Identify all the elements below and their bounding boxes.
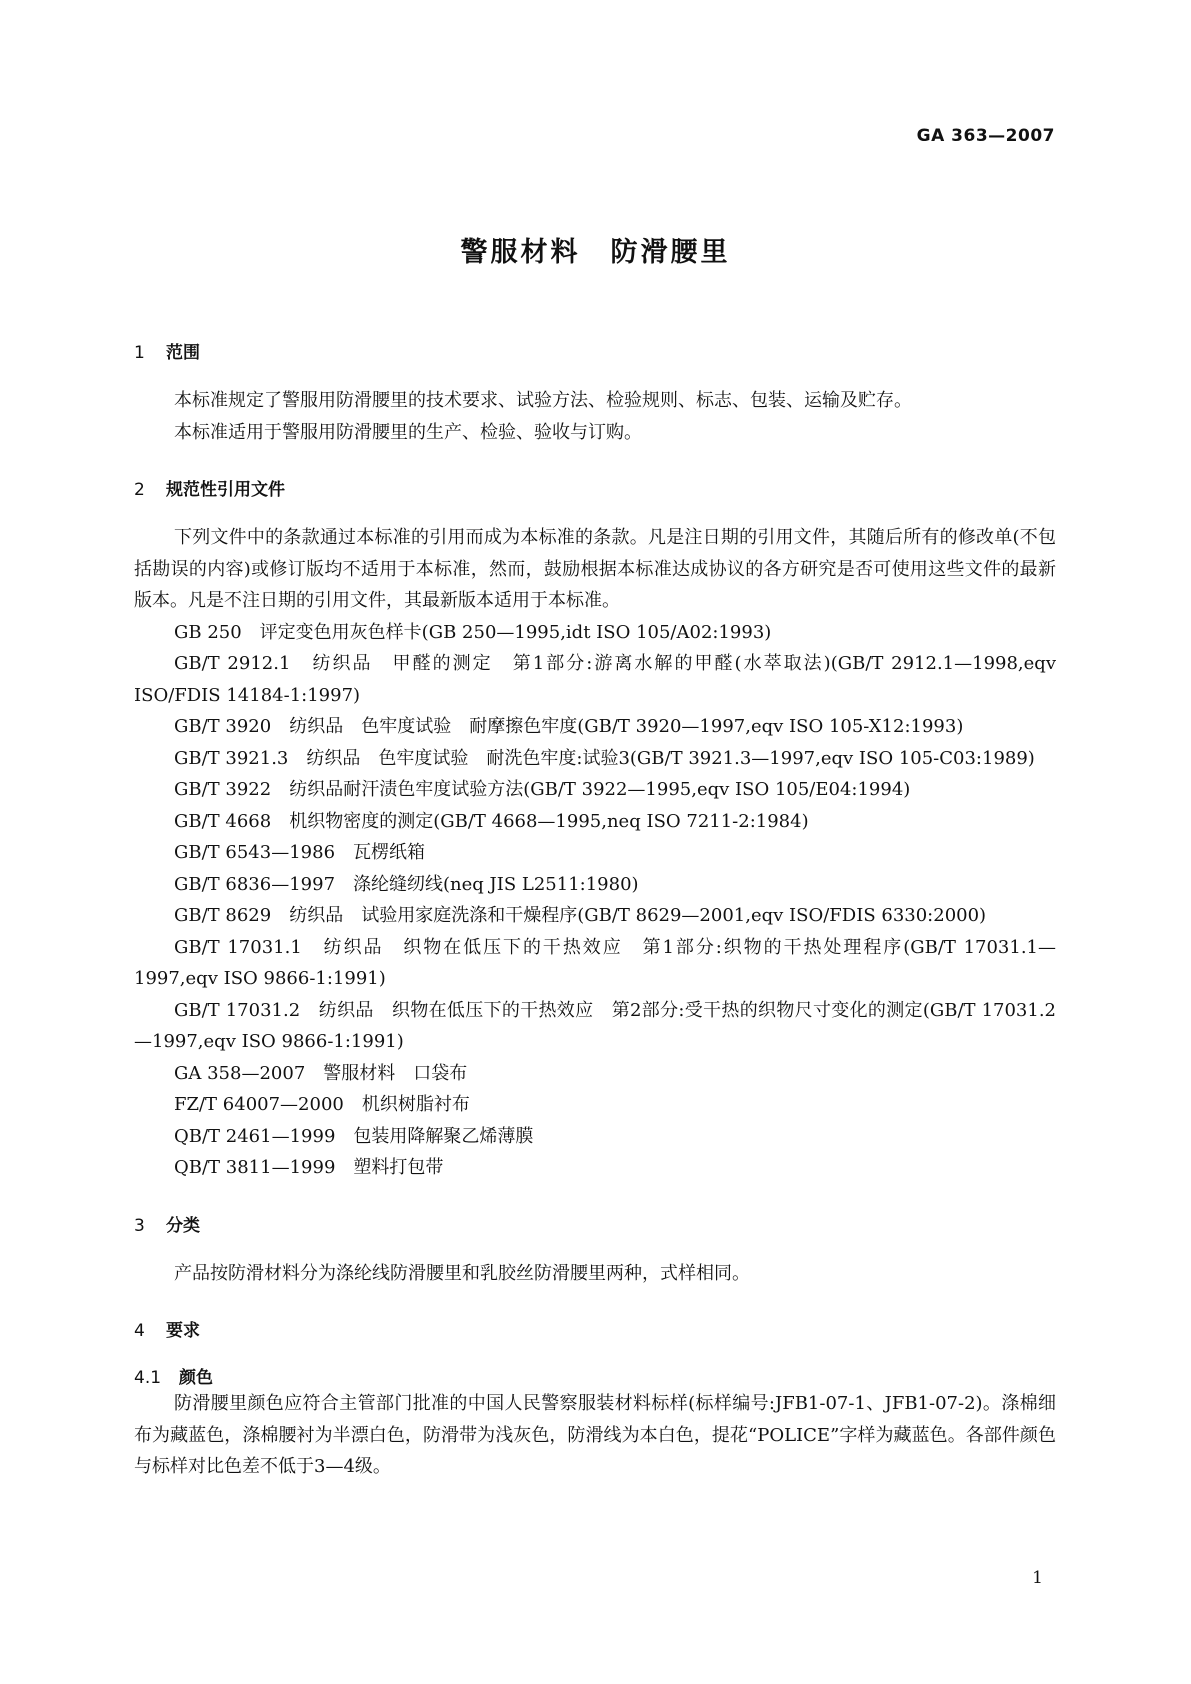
reference-item: GB 250 评定变色用灰色样卡(GB 250—1995,idt ISO 105/A02:1993)	[174, 621, 772, 643]
section-3-heading	[134, 1211, 1056, 1236]
section-1-heading	[134, 338, 1056, 363]
document-body	[134, 338, 1056, 1483]
reference-item: QB/T 2461—1999 包装用降解聚乙烯薄膜	[174, 1125, 534, 1147]
section-title: 规范性引用文件	[166, 480, 285, 500]
reference-item: GB/T 17031.1 纺织品 织物在低压下的干热效应 第1部分:织物的干热处理程序(GB/T 17031.1—1997,eqv ISO 9866-1:1991)	[134, 936, 1056, 989]
reference-item: GA 358—2007 警服材料 口袋布	[174, 1062, 468, 1084]
reference-item: FZ/T 64007—2000 机织树脂衬布	[174, 1094, 470, 1115]
paragraph: 本标准适用于警服用防滑腰里的生产、检验、验收与订购。	[174, 421, 642, 443]
reference-item: GB/T 8629 纺织品 试验用家庭洗涤和干燥程序(GB/T 8629—2001,eqv ISO/FDIS 6330:2000)	[174, 905, 987, 926]
subsection-title: 颜色	[179, 1368, 213, 1388]
section-number: 3	[134, 1215, 145, 1236]
paragraph: 产品按防滑材料分为涤纶线防滑腰里和乳胶丝防滑腰里两种，式样相同。	[174, 1262, 750, 1284]
section-title: 范围	[166, 343, 200, 363]
section-2-heading	[134, 475, 1056, 500]
reference-item: GB/T 3922 纺织品耐汗渍色牢度试验方法(GB/T 3922—1995,eqv ISO 105/E04:1994)	[174, 779, 911, 800]
section-number: 2	[134, 480, 145, 500]
standard-code: GA 363—2007	[916, 126, 1055, 146]
reference-item: GB/T 3920 纺织品 色牢度试验 耐摩擦色牢度(GB/T 3920—1997,eqv ISO 105-X12:1993)	[174, 716, 964, 737]
reference-item: GB/T 6543—1986 瓦楞纸箱	[174, 842, 426, 863]
section-title: 分类	[166, 1215, 200, 1236]
paragraph: 本标准规定了警服用防滑腰里的技术要求、试验方法、检验规则、标志、包装、运输及贮存。	[174, 390, 912, 411]
page-number: 1	[1032, 1568, 1043, 1588]
subsection-4-1-heading	[134, 1363, 1056, 1388]
document-title: 警服材料 防滑腰里	[460, 237, 731, 268]
reference-item: GB/T 6836—1997 涤纶缝纫线(neq JIS L2511:1980)	[174, 873, 639, 895]
reference-item: GB/T 3921.3 纺织品 色牢度试验 耐洗色牢度:试验3(GB/T 3921.3—1997,eqv ISO 105-C03:1989)	[174, 747, 1035, 769]
reference-item: GB/T 2912.1 纺织品 甲醛的测定 第1部分:游离水解的甲醛(水萃取法)(GB/T 2912.1—1998,eqv ISO/FDIS 14184-1:1997)	[134, 653, 1056, 706]
subsection-number: 4.1	[134, 1368, 162, 1388]
paragraph: 防滑腰里颜色应符合主管部门批准的中国人民警察服装材料标样(标样编号:JFB1-07-1、JFB1-07-2)。涤棉细布为藏蓝色，涤棉腰衬为半漂白色，防滑带为浅灰色，防滑线为本白色，提花“POLICE”字样为藏蓝色。各部件颜色与标样对比色差不低于3—4级。	[134, 1393, 1056, 1477]
section-number: 1	[134, 343, 145, 363]
section-4-heading	[134, 1316, 1056, 1341]
reference-item: GB/T 4668 机织物密度的测定(GB/T 4668—1995,neq ISO 7211-2:1984)	[174, 810, 809, 832]
section-title: 要求	[166, 1321, 200, 1341]
section-number: 4	[134, 1321, 145, 1341]
paragraph: 下列文件中的条款通过本标准的引用而成为本标准的条款。凡是注日期的引用文件，其随后所有的修改单(不包括勘误的内容)或修订版均不适用于本标准，然而，鼓励根据本标准达成协议的各方研究是否可使用这些文件的最新版本。凡是不注日期的引用文件，其最新版本适用于本标准。	[134, 527, 1056, 611]
reference-item: QB/T 3811—1999 塑料打包带	[174, 1157, 444, 1178]
reference-item: GB/T 17031.2 纺织品 织物在低压下的干热效应 第2部分:受干热的织物尺寸变化的测定(GB/T 17031.2—1997,eqv ISO 9866-1:1991)	[134, 999, 1056, 1052]
